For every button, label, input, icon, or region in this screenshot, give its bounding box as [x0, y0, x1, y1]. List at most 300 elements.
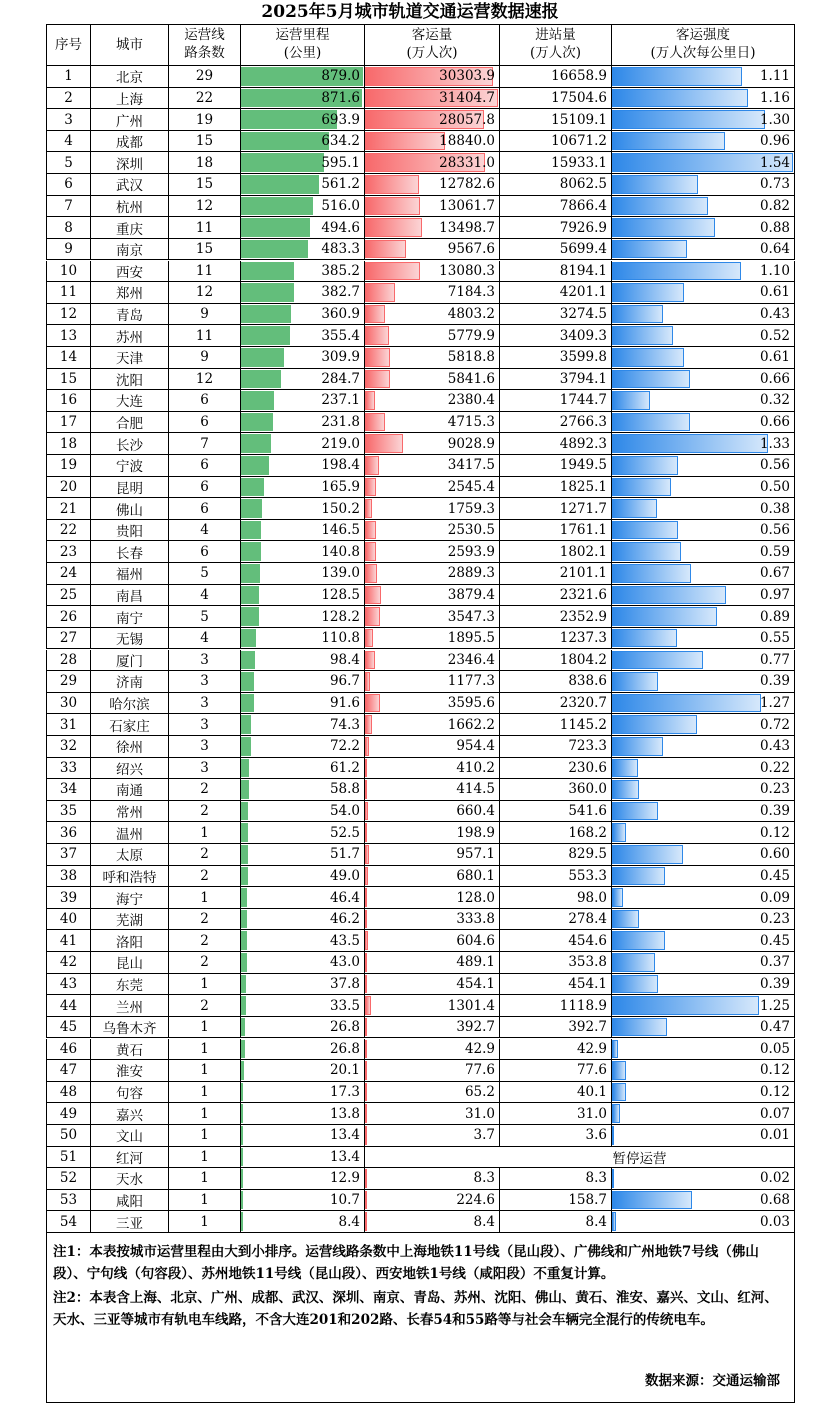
cell-city: 东莞: [91, 974, 169, 996]
cell-mileage: 139.0: [241, 563, 365, 585]
cell-seq: 46: [46, 1039, 91, 1061]
cell-city: 哈尔滨: [91, 693, 169, 715]
table-row: [46, 693, 795, 715]
cell-intensity: 0.12: [612, 1082, 795, 1104]
table-row: [46, 606, 795, 628]
cell-seq: 54: [46, 1211, 91, 1233]
table-row: [46, 1103, 795, 1125]
cell-entries: 2321.6: [500, 585, 612, 607]
cell-lines: 6: [169, 412, 241, 434]
cell-mileage: 382.7: [241, 282, 365, 304]
table-row: [46, 304, 795, 326]
cell-passengers: 2889.3: [365, 563, 500, 585]
cell-seq: 8: [46, 217, 91, 239]
cell-lines: 3: [169, 693, 241, 715]
table-row: [46, 412, 795, 434]
cell-mileage: 43.5: [241, 930, 365, 952]
cell-mileage: 98.4: [241, 650, 365, 672]
note-1: 注1：本表按城市运营里程由大到小排序。运营线路条数中上海地铁11号线（昆山段）、广佛线和广州地铁7号线（佛山段）、宁句线（句容段）、苏州地铁11号线（昆山段）、西安地铁1号线（咸阳段）不重复计算。: [53, 1244, 759, 1282]
table-row: [46, 433, 795, 455]
data-source: 数据来源：交通运输部: [645, 1373, 780, 1389]
cell-entries: 4892.3: [500, 433, 612, 455]
cell-mileage: 52.5: [241, 822, 365, 844]
cell-entries: 8.4: [500, 1211, 612, 1233]
cell-seq: 14: [46, 347, 91, 369]
cell-entries: 168.2: [500, 822, 612, 844]
table-row: [46, 66, 795, 88]
table-row: [46, 390, 795, 412]
cell-lines: 7: [169, 433, 241, 455]
cell-intensity: 0.50: [612, 477, 795, 499]
table-row: [46, 88, 795, 110]
cell-seq: 52: [46, 1168, 91, 1190]
cell-city: 咸阳: [91, 1190, 169, 1212]
cell-entries: 1145.2: [500, 714, 612, 736]
cell-seq: 53: [46, 1190, 91, 1212]
cell-intensity: 1.27: [612, 693, 795, 715]
cell-intensity: 0.61: [612, 347, 795, 369]
cell-intensity: 0.47: [612, 1017, 795, 1039]
cell-lines: 2: [169, 844, 241, 866]
cell-intensity: 0.68: [612, 1190, 795, 1212]
cell-passengers: 4803.2: [365, 304, 500, 326]
cell-mileage: 54.0: [241, 801, 365, 823]
cell-mileage: 58.8: [241, 779, 365, 801]
cell-mileage: 219.0: [241, 433, 365, 455]
cell-mileage: 561.2: [241, 174, 365, 196]
cell-entries: 4201.1: [500, 282, 612, 304]
cell-mileage: 146.5: [241, 520, 365, 542]
table-row: [46, 347, 795, 369]
cell-lines: 12: [169, 196, 241, 218]
cell-intensity: 0.55: [612, 628, 795, 650]
cell-city: 绍兴: [91, 758, 169, 780]
cell-passengers: 8.3: [365, 1168, 500, 1190]
cell-seq: 21: [46, 498, 91, 520]
cell-lines: 1: [169, 1190, 241, 1212]
header-mileage: 运营里程 (公里): [241, 24, 365, 66]
cell-seq: 43: [46, 974, 91, 996]
cell-seq: 13: [46, 325, 91, 347]
cell-city: 三亚: [91, 1211, 169, 1233]
cell-entries: 2352.9: [500, 606, 612, 628]
cell-passengers: 454.1: [365, 974, 500, 996]
cell-intensity: 0.43: [612, 304, 795, 326]
table-row: [46, 455, 795, 477]
cell-seq: 1: [46, 66, 91, 88]
cell-city: 西安: [91, 261, 169, 283]
cell-passengers: 2346.4: [365, 650, 500, 672]
cell-intensity: 0.43: [612, 736, 795, 758]
cell-passengers: 65.2: [365, 1082, 500, 1104]
table-row: [46, 650, 795, 672]
cell-intensity: 0.07: [612, 1103, 795, 1125]
cell-seq: 50: [46, 1125, 91, 1147]
cell-mileage: 231.8: [241, 412, 365, 434]
table-row: [46, 585, 795, 607]
cell-mileage: 43.0: [241, 952, 365, 974]
cell-passengers: 333.8: [365, 909, 500, 931]
cell-seq: 30: [46, 693, 91, 715]
cell-lines: 2: [169, 952, 241, 974]
cell-passengers: 13498.7: [365, 217, 500, 239]
cell-mileage: 360.9: [241, 304, 365, 326]
cell-mileage: 13.4: [241, 1125, 365, 1147]
cell-passengers: 42.9: [365, 1039, 500, 1061]
cell-lines: 4: [169, 520, 241, 542]
cell-seq: 15: [46, 369, 91, 391]
cell-city: 广州: [91, 109, 169, 131]
cell-entries: 77.6: [500, 1060, 612, 1082]
cell-city: 大连: [91, 390, 169, 412]
cell-mileage: 13.4: [241, 1147, 365, 1169]
cell-seq: 18: [46, 433, 91, 455]
cell-entries: 278.4: [500, 909, 612, 931]
cell-city: 沈阳: [91, 369, 169, 391]
cell-lines: 1: [169, 1060, 241, 1082]
cell-lines: 1: [169, 822, 241, 844]
cell-passengers: 18840.0: [365, 131, 500, 153]
cell-mileage: 128.2: [241, 606, 365, 628]
cell-intensity: 1.11: [612, 66, 795, 88]
cell-mileage: 26.8: [241, 1017, 365, 1039]
cell-intensity: 1.10: [612, 261, 795, 283]
cell-entries: 392.7: [500, 1017, 612, 1039]
cell-passengers: 414.5: [365, 779, 500, 801]
cell-city: 宁波: [91, 455, 169, 477]
cell-intensity: 0.09: [612, 887, 795, 909]
cell-entries: 829.5: [500, 844, 612, 866]
cell-entries: 15109.1: [500, 109, 612, 131]
cell-seq: 11: [46, 282, 91, 304]
cell-entries: 42.9: [500, 1039, 612, 1061]
cell-intensity: 1.30: [612, 109, 795, 131]
cell-passengers: 224.6: [365, 1190, 500, 1212]
cell-seq: 32: [46, 736, 91, 758]
cell-city: 天水: [91, 1168, 169, 1190]
cell-entries: 1744.7: [500, 390, 612, 412]
cell-seq: 27: [46, 628, 91, 650]
cell-passengers: 680.1: [365, 866, 500, 888]
cell-lines: 6: [169, 455, 241, 477]
table-row: [46, 974, 795, 996]
cell-seq: 35: [46, 801, 91, 823]
cell-lines: 6: [169, 390, 241, 412]
table-row: [46, 909, 795, 931]
cell-lines: 15: [169, 174, 241, 196]
cell-lines: 2: [169, 866, 241, 888]
table-row: [46, 866, 795, 888]
table-row: [46, 563, 795, 585]
cell-city: 长春: [91, 541, 169, 563]
cell-seq: 38: [46, 866, 91, 888]
header-entries: 进站量 (万人次): [500, 24, 612, 66]
cell-entries: 454.6: [500, 930, 612, 952]
cell-city: 兰州: [91, 995, 169, 1017]
cell-entries: 17504.6: [500, 88, 612, 110]
cell-city: 呼和浩特: [91, 866, 169, 888]
cell-lines: 2: [169, 909, 241, 931]
cell-mileage: 33.5: [241, 995, 365, 1017]
cell-passengers: 5779.9: [365, 325, 500, 347]
cell-mileage: 198.4: [241, 455, 365, 477]
cell-entries: 7866.4: [500, 196, 612, 218]
cell-intensity: 0.97: [612, 585, 795, 607]
cell-mileage: 61.2: [241, 758, 365, 780]
cell-lines: 2: [169, 779, 241, 801]
cell-lines: 3: [169, 671, 241, 693]
cell-mileage: 634.2: [241, 131, 365, 153]
cell-lines: 1: [169, 1125, 241, 1147]
table-row: [46, 282, 795, 304]
cell-entries: 1118.9: [500, 995, 612, 1017]
cell-entries: 3409.3: [500, 325, 612, 347]
cell-city: 无锡: [91, 628, 169, 650]
cell-mileage: 150.2: [241, 498, 365, 520]
cell-lines: 3: [169, 650, 241, 672]
cell-intensity: 0.96: [612, 131, 795, 153]
cell-lines: 2: [169, 801, 241, 823]
cell-seq: 41: [46, 930, 91, 952]
cell-passengers: 7184.3: [365, 282, 500, 304]
table-row: [46, 261, 795, 283]
cell-seq: 47: [46, 1060, 91, 1082]
cell-lines: 11: [169, 217, 241, 239]
table-row: [46, 1082, 795, 1104]
cell-passengers: 28331.0: [365, 152, 500, 174]
cell-passengers: 9028.9: [365, 433, 500, 455]
cell-passengers: 3.7: [365, 1125, 500, 1147]
cell-lines: 9: [169, 347, 241, 369]
cell-lines: 3: [169, 758, 241, 780]
cell-mileage: 46.4: [241, 887, 365, 909]
cell-mileage: 284.7: [241, 369, 365, 391]
cell-lines: 6: [169, 541, 241, 563]
cell-mileage: 128.5: [241, 585, 365, 607]
cell-city: 昆明: [91, 477, 169, 499]
cell-city: 福州: [91, 563, 169, 585]
cell-lines: 15: [169, 239, 241, 261]
cell-city: 长沙: [91, 433, 169, 455]
cell-mileage: 72.2: [241, 736, 365, 758]
cell-entries: 360.0: [500, 779, 612, 801]
cell-city: 武汉: [91, 174, 169, 196]
table-row: [46, 758, 795, 780]
cell-intensity: 0.56: [612, 455, 795, 477]
cell-mileage: 879.0: [241, 66, 365, 88]
cell-lines: 1: [169, 1082, 241, 1104]
table-row: [46, 671, 795, 693]
table-row: [46, 1147, 795, 1169]
cell-lines: 1: [169, 1168, 241, 1190]
cell-passengers: 2545.4: [365, 477, 500, 499]
cell-seq: 25: [46, 585, 91, 607]
table-row: [46, 217, 795, 239]
cell-city: 苏州: [91, 325, 169, 347]
cell-lines: 9: [169, 304, 241, 326]
cell-lines: 2: [169, 995, 241, 1017]
cell-intensity: 0.89: [612, 606, 795, 628]
cell-entries: 8062.5: [500, 174, 612, 196]
cell-seq: 28: [46, 650, 91, 672]
cell-mileage: 96.7: [241, 671, 365, 693]
table-header: [46, 24, 795, 66]
cell-city: 句容: [91, 1082, 169, 1104]
cell-mileage: 10.7: [241, 1190, 365, 1212]
cell-intensity: 0.45: [612, 930, 795, 952]
table-row: [46, 498, 795, 520]
cell-passengers: 5818.8: [365, 347, 500, 369]
cell-city: 徐州: [91, 736, 169, 758]
cell-seq: 9: [46, 239, 91, 261]
cell-lines: 5: [169, 606, 241, 628]
table-row: [46, 628, 795, 650]
cell-passengers: 31404.7: [365, 88, 500, 110]
cell-lines: 11: [169, 325, 241, 347]
table-row: [46, 844, 795, 866]
cell-entries: 353.8: [500, 952, 612, 974]
cell-city: 深圳: [91, 152, 169, 174]
cell-city: 北京: [91, 66, 169, 88]
cell-city: 天津: [91, 347, 169, 369]
cell-passengers: 1177.3: [365, 671, 500, 693]
cell-intensity: 1.25: [612, 995, 795, 1017]
table-row: [46, 952, 795, 974]
cell-entries: 15933.1: [500, 152, 612, 174]
cell-intensity: 0.02: [612, 1168, 795, 1190]
cell-mileage: 13.8: [241, 1103, 365, 1125]
cell-city: 常州: [91, 801, 169, 823]
table-row: [46, 779, 795, 801]
cell-seq: 34: [46, 779, 91, 801]
cell-lines: 19: [169, 109, 241, 131]
table-row: [46, 477, 795, 499]
cell-lines: 1: [169, 1147, 241, 1169]
cell-city: 嘉兴: [91, 1103, 169, 1125]
cell-lines: 4: [169, 585, 241, 607]
cell-city: 杭州: [91, 196, 169, 218]
cell-city: 厦门: [91, 650, 169, 672]
cell-passengers: 660.4: [365, 801, 500, 823]
table-row: [46, 1060, 795, 1082]
cell-entries: 2320.7: [500, 693, 612, 715]
cell-passengers: 198.9: [365, 822, 500, 844]
cell-mileage: 51.7: [241, 844, 365, 866]
cell-mileage: 74.3: [241, 714, 365, 736]
cell-entries: 8.3: [500, 1168, 612, 1190]
cell-entries: 3.6: [500, 1125, 612, 1147]
header-lines: 运营线 路条数: [169, 24, 241, 66]
cell-mileage: 46.2: [241, 909, 365, 931]
table-row: [46, 369, 795, 391]
cell-seq: 7: [46, 196, 91, 218]
cell-entries: 1802.1: [500, 541, 612, 563]
cell-city: 合肥: [91, 412, 169, 434]
cell-passengers: 2593.9: [365, 541, 500, 563]
cell-passengers: 3417.5: [365, 455, 500, 477]
cell-seq: 24: [46, 563, 91, 585]
cell-city: 重庆: [91, 217, 169, 239]
cell-intensity: 1.33: [612, 433, 795, 455]
cell-mileage: 26.8: [241, 1039, 365, 1061]
cell-intensity: 0.38: [612, 498, 795, 520]
cell-mileage: 483.3: [241, 239, 365, 261]
header-passengers: 客运量 (万人次): [365, 24, 500, 66]
cell-mileage: 8.4: [241, 1211, 365, 1233]
cell-passengers: 2530.5: [365, 520, 500, 542]
cell-mileage: 165.9: [241, 477, 365, 499]
table-row: [46, 1039, 795, 1061]
cell-city: 红河: [91, 1147, 169, 1169]
cell-lines: 3: [169, 714, 241, 736]
table-row: [46, 109, 795, 131]
cell-passengers: 3547.3: [365, 606, 500, 628]
cell-passengers: 31.0: [365, 1103, 500, 1125]
cell-lines: 22: [169, 88, 241, 110]
table-row: [46, 174, 795, 196]
cell-city: 温州: [91, 822, 169, 844]
cell-entries: 1949.5: [500, 455, 612, 477]
cell-seq: 5: [46, 152, 91, 174]
cell-intensity: 0.82: [612, 196, 795, 218]
cell-entries: 98.0: [500, 887, 612, 909]
cell-seq: 48: [46, 1082, 91, 1104]
cell-lines: 5: [169, 563, 241, 585]
cell-entries: 5699.4: [500, 239, 612, 261]
cell-passengers: 410.2: [365, 758, 500, 780]
cell-intensity: 0.22: [612, 758, 795, 780]
cell-intensity: 0.73: [612, 174, 795, 196]
table-row: [46, 520, 795, 542]
cell-seq: 4: [46, 131, 91, 153]
table-row: [46, 887, 795, 909]
cell-city: 石家庄: [91, 714, 169, 736]
cell-entries: 230.6: [500, 758, 612, 780]
cell-city: 济南: [91, 671, 169, 693]
cell-lines: 1: [169, 1039, 241, 1061]
cell-passengers: 1301.4: [365, 995, 500, 1017]
cell-entries: 31.0: [500, 1103, 612, 1125]
cell-mileage: 871.6: [241, 88, 365, 110]
cell-city: 郑州: [91, 282, 169, 304]
cell-entries: 8194.1: [500, 261, 612, 283]
cell-intensity: 0.37: [612, 952, 795, 974]
cell-lines: 1: [169, 887, 241, 909]
cell-lines: 18: [169, 152, 241, 174]
table-row: [46, 822, 795, 844]
cell-passengers: 4715.3: [365, 412, 500, 434]
cell-lines: 3: [169, 736, 241, 758]
header-seq: 序号: [46, 24, 91, 66]
cell-passengers: 3595.6: [365, 693, 500, 715]
cell-mileage: 110.8: [241, 628, 365, 650]
cell-seq: 2: [46, 88, 91, 110]
cell-seq: 36: [46, 822, 91, 844]
cell-intensity: 0.23: [612, 779, 795, 801]
cell-entries: 40.1: [500, 1082, 612, 1104]
table-row: [46, 736, 795, 758]
cell-intensity: 0.01: [612, 1125, 795, 1147]
table-row: [46, 1211, 795, 1233]
cell-mileage: 385.2: [241, 261, 365, 283]
table-row: [46, 325, 795, 347]
cell-passengers: 3879.4: [365, 585, 500, 607]
page-title: 2025年5月城市轨道交通运营数据速报: [261, 2, 559, 22]
table-row: [46, 239, 795, 261]
cell-mileage: 20.1: [241, 1060, 365, 1082]
cell-seq: 42: [46, 952, 91, 974]
cell-entries: 2766.3: [500, 412, 612, 434]
